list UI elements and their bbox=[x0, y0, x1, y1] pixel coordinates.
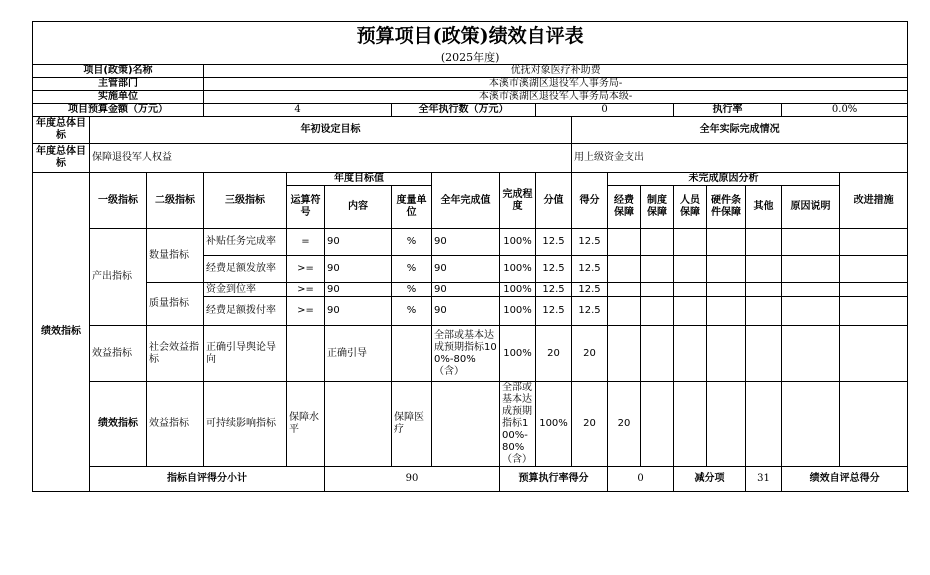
header-reason-other: 其他 bbox=[746, 186, 782, 229]
row-content: 90 bbox=[325, 256, 392, 283]
section-output: 产出指标 bbox=[90, 229, 147, 326]
row-op: >= bbox=[287, 283, 325, 297]
cell-empty bbox=[840, 229, 908, 256]
table-row bbox=[33, 283, 908, 297]
row-actual: 90 bbox=[432, 229, 500, 256]
cell-empty bbox=[674, 297, 707, 326]
header-reason-system: 制度保障 bbox=[641, 186, 674, 229]
row-value: 12.5 bbox=[536, 256, 572, 283]
goal-initial-value: 保障退役军人权益 bbox=[90, 144, 572, 173]
cell-empty bbox=[707, 229, 746, 256]
header-unit: 度量单位 bbox=[392, 186, 432, 229]
executed-label: 全年执行数（万元） bbox=[392, 104, 536, 117]
cell-empty bbox=[840, 326, 908, 382]
row-content: 90 bbox=[325, 283, 392, 297]
section-benefit: 效益指标 bbox=[90, 326, 147, 382]
table-row bbox=[33, 229, 908, 256]
cell-empty bbox=[746, 382, 782, 467]
section-benefit-2: 效益指标 bbox=[147, 382, 204, 467]
cell-empty bbox=[641, 382, 674, 467]
dept-label: 主管部门 bbox=[33, 78, 204, 91]
cell-empty bbox=[707, 297, 746, 326]
row-op bbox=[325, 382, 392, 467]
project-name-label: 项目(政策)名称 bbox=[33, 65, 204, 78]
cell-empty bbox=[608, 229, 641, 256]
row-completion: 100% bbox=[500, 256, 536, 283]
row-actual: 全部或基本达成预期指标100%-80%（含） bbox=[500, 382, 536, 467]
row-unit: % bbox=[392, 229, 432, 256]
deduct-value: 31 bbox=[746, 467, 782, 492]
unit-value: 本溪市溪湖区退役军人事务局本级- bbox=[204, 91, 908, 104]
row-actual: 90 bbox=[432, 297, 500, 326]
subtotal-value: 90 bbox=[325, 467, 500, 492]
row-actual: 90 bbox=[432, 283, 500, 297]
row-l3: 资金到位率 bbox=[204, 283, 287, 297]
form-title: 预算项目(政策)绩效自评表 bbox=[33, 22, 908, 51]
unit-label: 实施单位 bbox=[33, 91, 204, 104]
executed-value: 0 bbox=[536, 104, 674, 117]
row-op bbox=[287, 326, 325, 382]
evaluation-table bbox=[32, 21, 908, 492]
header-level3: 三级指标 bbox=[204, 173, 287, 229]
row-unit: % bbox=[392, 297, 432, 326]
budget-label: 项目预算金额（万元） bbox=[33, 104, 204, 117]
row-op: = bbox=[287, 229, 325, 256]
row-l3: 补贴任务完成率 bbox=[204, 229, 287, 256]
cell-empty bbox=[746, 229, 782, 256]
row-completion: 100% bbox=[500, 326, 536, 382]
header-score-value: 分值 bbox=[536, 173, 572, 229]
subtotal-label: 指标自评得分小计 bbox=[90, 467, 325, 492]
cell-empty bbox=[782, 229, 840, 256]
header-content: 内容 bbox=[325, 186, 392, 229]
row-score: 20 bbox=[572, 326, 608, 382]
cell-empty bbox=[782, 297, 840, 326]
cell-empty bbox=[674, 229, 707, 256]
header-completion: 完成程度 bbox=[500, 173, 536, 229]
goal-header-label: 年度总体目标 bbox=[33, 117, 90, 144]
cell-empty bbox=[840, 297, 908, 326]
cell-empty bbox=[707, 326, 746, 382]
row-value: 20 bbox=[572, 382, 608, 467]
cell-empty bbox=[840, 283, 908, 297]
cell-empty bbox=[746, 326, 782, 382]
cell-empty bbox=[641, 256, 674, 283]
cell-empty bbox=[746, 256, 782, 283]
row-l3: 正确引导舆论导向 bbox=[204, 326, 287, 382]
header-reason-staff: 人员保障 bbox=[674, 186, 707, 229]
exec-score-label: 预算执行率得分 bbox=[500, 467, 608, 492]
header-target-group: 年度目标值 bbox=[287, 173, 432, 186]
project-name-value: 优抚对象医疗补助费 bbox=[204, 65, 908, 78]
header-reason-explain: 原因说明 bbox=[782, 186, 840, 229]
self-evaluation-form bbox=[32, 21, 907, 492]
cell-empty bbox=[641, 297, 674, 326]
row-unit bbox=[392, 326, 432, 382]
cell-empty bbox=[674, 283, 707, 297]
perf-label-2: 绩效指标 bbox=[90, 382, 147, 467]
row-actual: 90 bbox=[432, 256, 500, 283]
cell-empty bbox=[782, 326, 840, 382]
goal-actual-value: 用上级资金支出 bbox=[572, 144, 908, 173]
total-label: 绩效自评总得分 bbox=[782, 467, 908, 492]
cell-empty bbox=[782, 382, 840, 467]
table-row bbox=[33, 382, 908, 467]
header-operator: 运算符号 bbox=[287, 186, 325, 229]
row-score: 12.5 bbox=[572, 229, 608, 256]
goal-row-label: 年度总体目标 bbox=[33, 144, 90, 173]
row-completion: 100% bbox=[500, 283, 536, 297]
goal-initial-label: 年初设定目标 bbox=[90, 117, 572, 144]
row-op: >= bbox=[287, 256, 325, 283]
cell-empty bbox=[608, 297, 641, 326]
budget-value: 4 bbox=[204, 104, 392, 117]
cell-empty bbox=[674, 382, 707, 467]
row-value: 12.5 bbox=[536, 283, 572, 297]
cell-empty bbox=[707, 283, 746, 297]
header-improve: 改进措施 bbox=[840, 173, 908, 229]
row-completion: 100% bbox=[536, 382, 572, 467]
cell-empty bbox=[782, 283, 840, 297]
row-unit: % bbox=[392, 256, 432, 283]
rate-label: 执行率 bbox=[674, 104, 782, 117]
row-actual: 全部或基本达成预期指标100%-80%（含） bbox=[432, 326, 500, 382]
row-l3: 经费足额发放率 bbox=[204, 256, 287, 283]
cell-empty bbox=[840, 256, 908, 283]
deduct-label: 减分项 bbox=[674, 467, 746, 492]
cell-empty bbox=[608, 326, 641, 382]
perf-label: 绩效指标 bbox=[33, 173, 90, 492]
row-l3: 经费足额拨付率 bbox=[204, 297, 287, 326]
row-content: 90 bbox=[325, 229, 392, 256]
cell-empty bbox=[782, 256, 840, 283]
section-social: 社会效益指标 bbox=[147, 326, 204, 382]
header-full-year: 全年完成值 bbox=[432, 173, 500, 229]
goal-actual-label: 全年实际完成情况 bbox=[572, 117, 908, 144]
row-l3: 保障水平 bbox=[287, 382, 325, 467]
row-content: 保障医疗 bbox=[392, 382, 432, 467]
table-row bbox=[33, 326, 908, 382]
row-content: 90 bbox=[325, 297, 392, 326]
rate-value: 0.0% bbox=[782, 104, 908, 117]
cell-empty bbox=[641, 326, 674, 382]
dept-value: 本溪市溪湖区退役军人事务局- bbox=[204, 78, 908, 91]
footer-row bbox=[33, 467, 908, 492]
row-op: >= bbox=[287, 297, 325, 326]
cell-empty bbox=[674, 256, 707, 283]
cell-empty bbox=[641, 283, 674, 297]
row-score: 20 bbox=[608, 382, 641, 467]
cell-empty bbox=[840, 382, 908, 467]
section-quality: 质量指标 bbox=[147, 283, 204, 326]
row-value: 12.5 bbox=[536, 229, 572, 256]
cell-empty bbox=[608, 283, 641, 297]
cell-empty bbox=[746, 297, 782, 326]
row-score: 12.5 bbox=[572, 256, 608, 283]
header-level2: 二级指标 bbox=[147, 173, 204, 229]
row-value: 12.5 bbox=[536, 297, 572, 326]
cell-empty bbox=[641, 229, 674, 256]
header-reason-fund: 经费保障 bbox=[608, 186, 641, 229]
row-score: 12.5 bbox=[572, 297, 608, 326]
cell-empty bbox=[608, 256, 641, 283]
row-unit bbox=[432, 382, 500, 467]
header-level1: 一级指标 bbox=[90, 173, 147, 229]
cell-empty bbox=[674, 326, 707, 382]
row-unit: % bbox=[392, 283, 432, 297]
cell-empty bbox=[707, 256, 746, 283]
exec-score-value: 0 bbox=[608, 467, 674, 492]
cell-empty bbox=[707, 382, 746, 467]
header-reasons-group: 未完成原因分析 bbox=[608, 173, 840, 186]
row-completion: 100% bbox=[500, 229, 536, 256]
row-value: 20 bbox=[536, 326, 572, 382]
cell-empty bbox=[746, 283, 782, 297]
row-completion: 100% bbox=[500, 297, 536, 326]
header-score: 得分 bbox=[572, 173, 608, 229]
form-year: (2025年度) bbox=[33, 50, 908, 65]
section-sustain: 可持续影响指标 bbox=[204, 382, 287, 467]
header-reason-hardware: 硬件条件保障 bbox=[707, 186, 746, 229]
section-quantity: 数量指标 bbox=[147, 229, 204, 283]
row-score: 12.5 bbox=[572, 283, 608, 297]
row-content: 正确引导 bbox=[325, 326, 392, 382]
